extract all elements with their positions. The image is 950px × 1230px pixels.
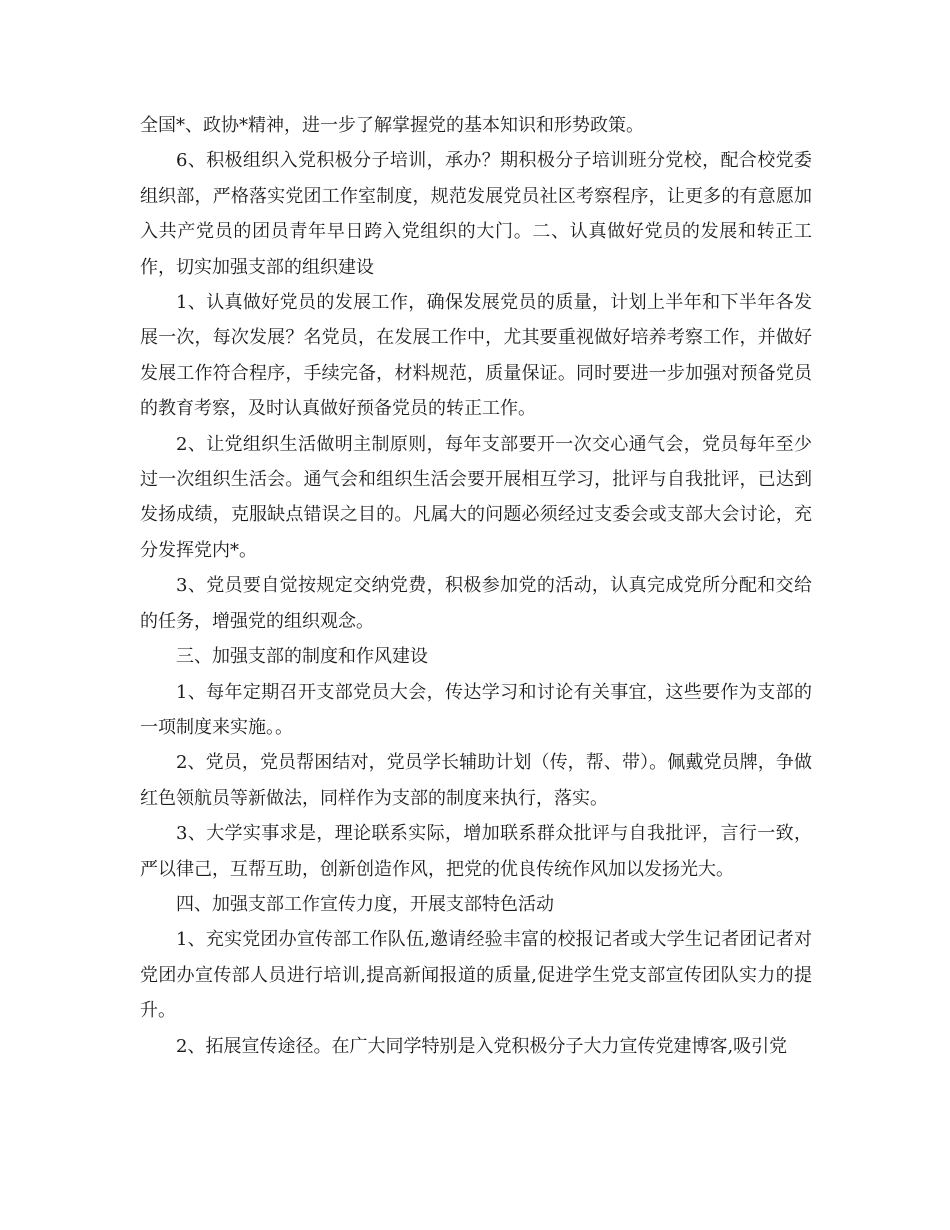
paragraph-item-3-party-dues: 3、党员要自觉按规定交纳党费，积极参加党的活动，认真完成党所分配和交给的任务，增强党的组织观念。 xyxy=(140,575,812,632)
section-heading-four: 四、加强支部工作宣传力度，开展支部特色活动 xyxy=(176,893,554,915)
paragraph-item-1-meetings: 1、每年定期召开支部党员大会，传达学习和讨论有关事宜，这些要作为支部的一项制度来实施。。 xyxy=(140,681,812,738)
paragraph-item-2-organization-life: 2、让党组织生活做明主制原则，每年支部要开一次交心通气会，党员每年至少过一次组织生活会。通气会和组织生活会要开展相互学习，批评与自我批评，已达到发扬成绩，克服缺点错误之目的。凡属大的问题必须经过支委会或支部大会讨论，充分发挥党内*。 xyxy=(140,433,812,561)
paragraph-item-6-training: 6、积极组织入党积极分子培训，承办？期积极分子培训班分党校，配合校党委组织部，严格落实党团工作室制度，规范发展党员社区考察程序，让更多的有意愿加入共产党员的团员青年早日跨入党组织的大门。二、认真做好党员的发展和转正工作，切实加强支部的组织建设 xyxy=(140,150,812,278)
section-heading-three: 三、加强支部的制度和作风建设 xyxy=(176,646,428,668)
paragraph-continued: 全国*、政协*精神，进一步了解掌握党的基本知识和形势政策。 xyxy=(140,115,644,136)
paragraph-item-2-publicity-channels: 2、拓展宣传途径。在广大同学特别是入党积极分子大力宣传党建博客,吸引党 xyxy=(176,1035,788,1057)
document-body xyxy=(140,108,812,1064)
paragraph-item-2-pairing: 2、党员，党员帮困结对，党员学长辅助计划（传，帮、带）。佩戴党员牌，争做红色领航员等新做法，同样作为支部的制度来执行，落实。 xyxy=(140,752,812,809)
paragraph-item-1-development: 1、认真做好党员的发展工作，确保发展党员的质量，计划上半年和下半年各发展一次，每次发展？名党员，在发展工作中，尤其要重视做好培养考察工作，并做好发展工作符合程序，手续完备，材料规范，质量保证。同时要进一步加强对预备党员的教育考察，及时认真做好预备党员的转正工作。 xyxy=(140,292,812,420)
paragraph-item-3-work-style: 3、大学实事求是，理论联系实际，增加联系群众批评与自我批评，言行一致，严以律己，互帮互助，创新创造作风，把党的优良传统作风加以发扬光大。 xyxy=(140,823,812,880)
paragraph-item-1-publicity-team: 1、充实党团办宣传部工作队伍,邀请经验丰富的校报记者或大学生记者团记者对党团办宣传部人员进行培训,提高新闻报道的质量,促进学生党支部宣传团队实力的提升。 xyxy=(140,929,812,1022)
